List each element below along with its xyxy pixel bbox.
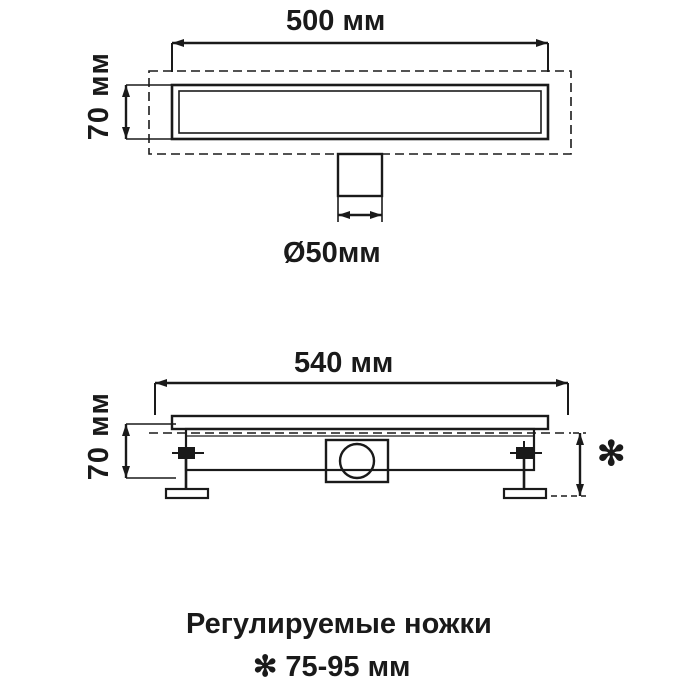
top-view-group [126, 43, 571, 222]
dimension-leg-height [551, 433, 586, 496]
label-top-height: 70 мм [83, 52, 115, 141]
label-top-width: 500 мм [286, 5, 386, 37]
top-view-grate-outer [172, 85, 548, 139]
label-legs-caption: Регулируемые ножки [186, 608, 492, 640]
label-legs-range: ✻ 75-95 мм [253, 651, 411, 683]
dimension-bottom-width [155, 383, 568, 415]
top-view-outlet [338, 154, 382, 222]
top-view-flange [149, 71, 571, 154]
top-view-grate-inner [179, 91, 541, 133]
dimension-top-width [172, 43, 548, 72]
dimension-bottom-height [126, 424, 176, 478]
label-bottom-height: 70 мм [83, 392, 115, 481]
side-view-group [126, 383, 586, 498]
dimension-top-height [126, 85, 176, 139]
side-view-body [186, 429, 534, 470]
side-view-grate-top [172, 416, 548, 429]
label-outlet-diameter: Ø50мм [283, 237, 381, 269]
label-star-marker: ✻ [597, 435, 626, 473]
side-view-outlet [326, 440, 388, 482]
label-bottom-width: 540 мм [294, 347, 394, 379]
